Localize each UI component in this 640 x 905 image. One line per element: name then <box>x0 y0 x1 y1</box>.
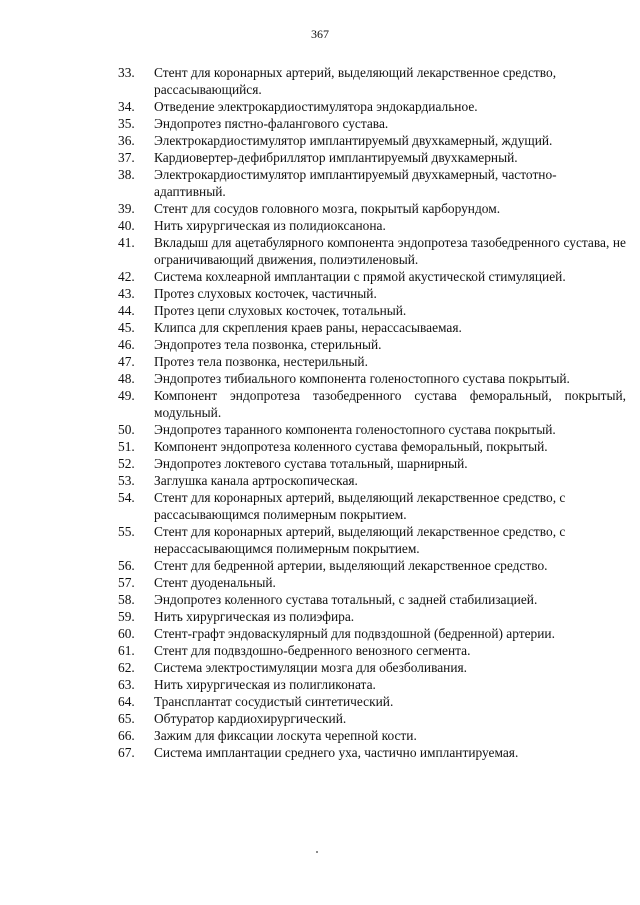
list-item <box>118 336 626 353</box>
item-text: Протез цепи слуховых косточек, тотальный. <box>154 303 407 318</box>
item-text: Клипса для скрепления краев раны, нерассасываемая. <box>154 320 462 335</box>
item-text: Зажим для фиксации лоскута черепной кости. <box>154 728 417 743</box>
list-item <box>118 642 626 659</box>
list-item <box>118 574 626 591</box>
list-item <box>118 132 626 149</box>
list-item <box>118 217 626 234</box>
item-number: 64. <box>118 694 135 709</box>
item-text: Вкладыш для ацетабулярного компонента эндопротеза тазобедренного сустава, не ограничивающий движения, полиэтиленовый. <box>154 235 626 267</box>
item-number: 57. <box>118 575 135 590</box>
list-item <box>118 608 626 625</box>
item-number: 34. <box>118 99 135 114</box>
item-number: 51. <box>118 439 135 454</box>
item-text: Электрокардиостимулятор имплантируемый двухкамерный, ждущий. <box>154 133 553 148</box>
item-text: Отведение электрокардиостимулятора эндокардиальное. <box>154 99 478 114</box>
item-number: 59. <box>118 609 135 624</box>
list-item <box>118 353 626 370</box>
item-text: Эндопротез таранного компонента голеностопного сустава покрытый. <box>154 422 556 437</box>
item-text: Протез тела позвонка, нестерильный. <box>154 354 368 369</box>
item-text: Протез слуховых косточек, частичный. <box>154 286 377 301</box>
item-text: Система электростимуляции мозга для обезболивания. <box>154 660 468 675</box>
item-number: 48. <box>118 371 135 386</box>
item-text: Компонент эндопротеза коленного сустава феморальный, покрытый. <box>154 439 548 454</box>
item-text: Нить хирургическая из полигликоната. <box>154 677 376 692</box>
list-item <box>118 557 626 574</box>
item-number: 41. <box>118 235 135 250</box>
list-item <box>118 625 626 642</box>
item-number: 36. <box>118 133 135 148</box>
list-item <box>118 489 626 523</box>
item-text: Обтуратор кардиохирургический. <box>154 711 347 726</box>
device-list <box>118 64 626 761</box>
list-item <box>118 285 626 302</box>
list-item <box>118 455 626 472</box>
item-text: Система кохлеарной имплантации с прямой акустической стимуляцией. <box>154 269 566 284</box>
item-text: Эндопротез пястно-фалангового сустава. <box>154 116 389 131</box>
item-text: Стент для бедренной артерии, выделяющий лекарственное средство. <box>154 558 548 573</box>
item-number: 49. <box>118 388 135 403</box>
list-item <box>118 234 626 268</box>
item-number: 35. <box>118 116 135 131</box>
item-number: 40. <box>118 218 135 233</box>
list-item <box>118 387 626 421</box>
item-text: Кардиовертер-дефибриллятор имплантируемый двухкамерный. <box>154 150 518 165</box>
list-item <box>118 659 626 676</box>
item-text: Нить хирургическая из полидиоксанона. <box>154 218 386 233</box>
item-number: 63. <box>118 677 135 692</box>
item-text: Эндопротез тибиального компонента голеностопного сустава покрытый. <box>154 371 570 386</box>
item-number: 39. <box>118 201 135 216</box>
item-number: 46. <box>118 337 135 352</box>
list-item <box>118 115 626 132</box>
list-item <box>118 744 626 761</box>
item-number: 56. <box>118 558 135 573</box>
item-text: Стент для коронарных артерий, выделяющий лекарственное средство, с нерассасывающимся полимерным покрытием. <box>154 524 566 556</box>
item-number: 61. <box>118 643 135 658</box>
item-text: Заглушка канала артроскопическая. <box>154 473 358 488</box>
item-number: 38. <box>118 167 135 182</box>
list-item <box>118 98 626 115</box>
item-number: 52. <box>118 456 135 471</box>
item-text: Стент дуоденальный. <box>154 575 276 590</box>
list-item <box>118 370 626 387</box>
list-item <box>118 149 626 166</box>
item-number: 47. <box>118 354 135 369</box>
item-text: Трансплантат сосудистый синтетический. <box>154 694 394 709</box>
item-number: 54. <box>118 490 135 505</box>
item-number: 44. <box>118 303 135 318</box>
scan-speck <box>316 851 318 853</box>
item-number: 42. <box>118 269 135 284</box>
item-number: 37. <box>118 150 135 165</box>
list-item <box>118 166 626 200</box>
item-number: 33. <box>118 65 135 80</box>
item-text: Нить хирургическая из полиэфира. <box>154 609 355 624</box>
item-text: Компонент эндопротеза тазобедренного сустава феморальный, покрытый, модульный. <box>154 388 626 420</box>
item-text: Стент для коронарных артерий, выделяющий лекарственное средство, рассасывающийся. <box>154 65 557 97</box>
item-text: Эндопротез коленного сустава тотальный, с задней стабилизацией. <box>154 592 538 607</box>
item-number: 58. <box>118 592 135 607</box>
item-number: 55. <box>118 524 135 539</box>
item-text: Система имплантации среднего уха, частично имплантируемая. <box>154 745 519 760</box>
item-text: Электрокардиостимулятор имплантируемый двухкамерный, частотно-адаптивный. <box>154 167 557 199</box>
list-item <box>118 64 626 98</box>
item-text: Стент-графт эндоваскулярный для подвздошной (бедренной) артерии. <box>154 626 555 641</box>
list-item <box>118 200 626 217</box>
item-text: Стент для коронарных артерий, выделяющий лекарственное средство, с рассасывающимся полимерным покрытием. <box>154 490 566 522</box>
list-item <box>118 523 626 557</box>
list-item <box>118 302 626 319</box>
item-number: 60. <box>118 626 135 641</box>
list-item <box>118 472 626 489</box>
list-item <box>118 676 626 693</box>
item-text: Стент для подвздошно-бедренного венозного сегмента. <box>154 643 471 658</box>
list-item <box>118 693 626 710</box>
list-item <box>118 438 626 455</box>
list-item <box>118 710 626 727</box>
item-number: 50. <box>118 422 135 437</box>
item-text: Эндопротез тела позвонка, стерильный. <box>154 337 382 352</box>
item-text: Стент для сосудов головного мозга, покрытый карборундом. <box>154 201 501 216</box>
item-number: 67. <box>118 745 135 760</box>
item-text: Эндопротез локтевого сустава тотальный, шарнирный. <box>154 456 468 471</box>
item-number: 65. <box>118 711 135 726</box>
item-number: 66. <box>118 728 135 743</box>
item-number: 45. <box>118 320 135 335</box>
item-number: 43. <box>118 286 135 301</box>
list-item <box>118 268 626 285</box>
list-item <box>118 421 626 438</box>
list-item <box>118 727 626 744</box>
item-number: 53. <box>118 473 135 488</box>
list-item <box>118 319 626 336</box>
list-item <box>118 591 626 608</box>
item-number: 62. <box>118 660 135 675</box>
page-number: 367 <box>311 27 329 41</box>
